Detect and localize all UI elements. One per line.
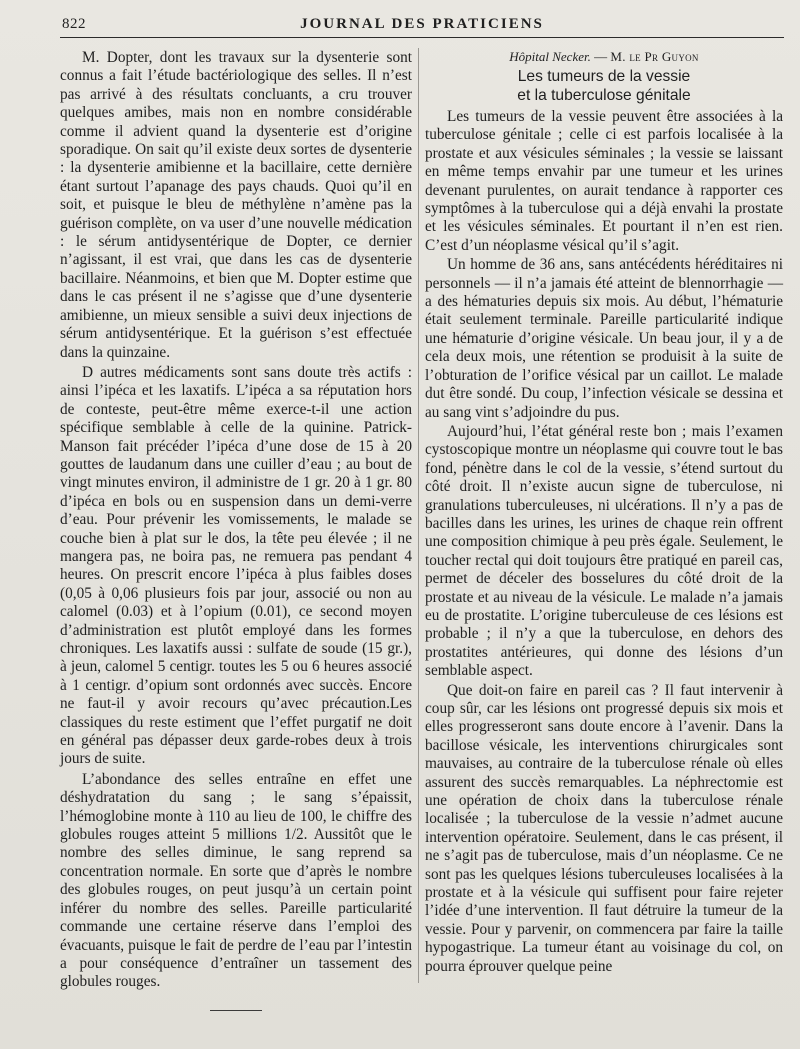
left-column: [60, 49, 412, 1011]
header-rule: [60, 37, 784, 38]
paragraph: Que doit-on faire en pareil cas ? Il faut intervenir à coup sûr, car les lésions ont progressé depuis six mois et elles progresseront sans doute encore à l’avenir. Dans la bacillose vésicale, les interventions chirurgicales sont mauvaises, au contraire de la tuberculose rénale où elles assurent des succès remarquables. La néphrectomie est une opération de choix dans la tuberculose rénale localisée ; la tuberculose de la vessie n’admet aucune intervention opératoire. Seulement, dans le cas présent, il ne s’agit pas de tuberculose, mais d’un néoplasme. Ce ne sont pas les quelques lésions tuberculeuses localisées à la prostate et à la vésicule qui suffisent pour faire rejeter l’idée d’une intervention. Il faut détruire la tumeur de la vessie. Pour y parvenir, on commencera par faire la taille hypogastrique. La tumeur étant au voisinage du col, on pourra éprouver quelque peine: [425, 681, 783, 975]
paragraph: Un homme de 36 ans, sans antécédents héréditaires ni personnels — il n’a jamais été atteint de blennorrhagie — a des hématuries depuis six mois. Au début, l’hématurie était seulement terminale. Pareille particularité indique une hématurie d’origine vésicale. Un beau jour, il y a de cela deux mois, une rétention se produisit à la suite de l’obturation de l’orifice vésical par un caillot. Le malade dut être sondé. Du coup, l’infection vésicale se dessina et au sang vint s’adjoindre du pus.: [425, 256, 783, 421]
paragraph: D autres médicaments sont sans doute très actifs : ainsi l’ipéca et les laxatifs. L’ipéca a sa réputation hors de conteste, peut-être même exerce-t-il une action spécifique semblable à celle de la quinine. Patrick-Manson fait précéder l’ipéca d’une dose de 15 à 20 gouttes de laudanum dans une cuiller d’eau ; au bout de vingt minutes environ, il administre de 1 gr. 20 à 1 gr. 80 d’ipéca en bols ou en suspension dans un demi-verre d’eau. Pour prévenir les vomissements, le malade se couche bien à plat sur le dos, la tête peu élevée ; il ne mangera pas, ne boira pas, ne remuera pas pendant 4 heures. On prescrit encore l’ipéca à plus faibles doses (0,05 à 0,06 plusieurs fois par jour, associé ou non au calomel (0.03) et à l’opium (0.01), ce second moyen d’administration est plutôt employé dans les formes chroniques. Les laxatifs aussi : sulfate de soude (15 gr.), à jeun, calomel 5 centigr. toutes les 5 ou 6 heures associé à 1 centigr. d’opium sont ordonnés avec succès. Encore ne faut-il y avoir recours qu’avec précaution.Les classiques du reste estiment que l’effet purgatif ne doit en général pas dépasser deux garde-robes deux à trois jours de suite.: [60, 363, 412, 768]
paragraph: M. Dopter, dont les travaux sur la dysenterie sont connus a fait l’étude bactériologique des selles. Il n’est pas arrivé à des résultats concluants, a cru trouver quelques amibes, mais non en nombre considérable comme il advient quand la dysenterie est d’origine sporadique. On sait qu’il existe deux sortes de dysenterie : la dysenterie amibienne et la bacillaire, cette dernière étant surtout l’apanage des pays chauds. Quoi qu’il en soit, et puisque le bleu de méthylène n’amène pas la guérison complète, on va user d’une nouvelle médication : le sérum antidysentérique de Dopter, ce dernier n’agissant, il est vrai, que dans les cas de dysenterie bacillaire. Néanmoins, et bien que M. Dopter estime que dans le cas présent il ne s’agisse que d’une dysenterie amibienne, un mieux sensible a suivi deux injections de sérum antidysentérique. Et la guérison s’est effectuée dans la quinzaine.: [60, 49, 412, 361]
paragraph: Aujourd’hui, l’état général reste bon ; mais l’examen cystoscopique montre un néoplasme qui couvre tout le bas fond, pénètre dans le col de la vessie, s’étend surtout du côté droit. Il n’existe aucun signe de tuberculose, ni granulations tuberculeuses, ni ulcérations. Il n’y a pas de bacilles dans les urines, les urines de chaque rein offrent une composition chimique à peu près égale. Seulement, le toucher rectal qui doit toujours être pratiqué en pareil cas, permet de déceler des bosselures du côté droit de la prostate et au niveau de la vésicule. Le malade n’a jamais eu de prostatite. L’origine tuberculeuse de ces lésions est probable ; il n’y a que la tuberculose, en dehors des prostatites antérieures, qui donne des lésions d’un semblable aspect.: [425, 422, 783, 680]
right-column: [425, 49, 783, 976]
source-separator: —: [590, 49, 611, 64]
column-divider: [418, 48, 419, 983]
author-name: M. le Pr Guyon: [610, 49, 699, 64]
page-number: 822: [62, 16, 86, 32]
paragraph: Les tumeurs de la vessie peuvent être associées à la tuberculose génitale ; celle ci est parfois localisée à la prostate et aux vésicules séminales ; la vessie se laissant en même temps envahir par une tumeur et les urines devenant purulentes, on aurait tendance à rapporter ces symptômes à la tuberculose qui a déjà envahi la prostate et les vésicules séminales. Et pourtant il n’en est rien. C’est d’un néoplasme vésical qu’il s’agit.: [425, 108, 783, 254]
article-source: [425, 49, 783, 65]
article-title: [425, 67, 783, 105]
article-end-rule: [210, 1010, 262, 1011]
hospital-name: Hôpital Necker.: [509, 49, 591, 64]
running-title: JOURNAL DES PRATICIENS: [300, 16, 544, 32]
paragraph: L’abondance des selles entraîne en effet une déshydratation du sang ; le sang s’épaissit, l’hémoglobine monte à 110 au lieu de 100, le chiffre des globules rouges atteint 5 millions 1/2. Aussitôt que le nombre des selles diminue, le sang reprend sa concentration normale. En sorte que d’après le nombre des globules rouges, on peut jusqu’à un certain point inférer du nombre des selles. Pareille particularité commande une certaine réserve dans l’emploi des évacuants, puisque le fait de perdre de l’eau par l’intestin a pour conséquence d’entraîner un tassement des globules rouges.: [60, 770, 412, 991]
article-title-line-2: et la tuberculose génitale: [517, 87, 691, 104]
article-title-line-1: Les tumeurs de la vessie: [517, 68, 691, 85]
page-header: [62, 12, 782, 36]
